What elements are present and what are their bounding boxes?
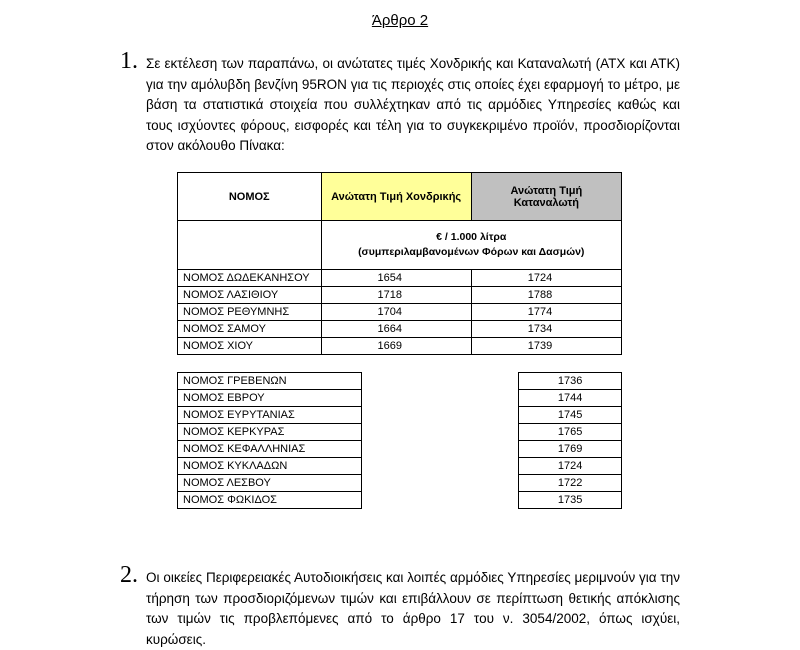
row-consumer-price: 1739 xyxy=(471,338,621,355)
row-nomos: ΝΟΜΟΣ ΕΒΡΟΥ xyxy=(178,390,362,407)
table-row xyxy=(178,321,622,338)
row-nomos: ΝΟΜΟΣ ΚΥΚΛΑΔΩΝ xyxy=(178,458,362,475)
paragraph-2-text: Οι οικείες Περιφερειακές Αυτοδιοικήσεις και λοιπές αρμόδιες Υπηρεσίες μεριμνούν για την τήρηση των προσδιοριζόμενων τιμών και επιβάλλουν σε περίπτωση θετικής απόκλισης των τιμών τις προβλεπόμενες από το άρθρο 17 του ν. 3054/2002, όπως ισχύει, κυρώσεις. xyxy=(146,570,680,647)
article-title: Άρθρο 2 xyxy=(371,12,429,29)
row-nomos: ΝΟΜΟΣ ΔΩΔΕΚΑΝΗΣΟΥ xyxy=(178,270,322,287)
paragraph-2 xyxy=(120,562,680,650)
row-empty-gap xyxy=(362,492,519,509)
table-row xyxy=(178,407,622,424)
row-empty-gap xyxy=(362,475,519,492)
table-row xyxy=(178,338,622,355)
unit-cell xyxy=(321,221,622,270)
price-table-consumer-only xyxy=(177,372,622,509)
row-empty-gap xyxy=(362,458,519,475)
table-row xyxy=(178,373,622,390)
unit-line-2: (συμπεριλαμβανομένων Φόρων και Δασμών) xyxy=(358,246,585,258)
table-row xyxy=(178,441,622,458)
unit-empty-cell xyxy=(178,221,322,270)
header-consumer: Ανώτατη Τιμή Καταναλωτή xyxy=(471,173,621,221)
price-table xyxy=(177,172,622,355)
row-consumer-price: 1735 xyxy=(519,492,622,509)
table-row xyxy=(178,458,622,475)
header-nomos: ΝΟΜΟΣ xyxy=(178,173,322,221)
row-consumer-price: 1724 xyxy=(519,458,622,475)
row-consumer-price: 1722 xyxy=(519,475,622,492)
header-wholesale: Ανώτατη Τιμή Χονδρικής xyxy=(321,173,471,221)
row-nomos: ΝΟΜΟΣ ΛΑΣΙΘΙΟΥ xyxy=(178,287,322,304)
row-nomos: ΝΟΜΟΣ ΧΙΟΥ xyxy=(178,338,322,355)
row-nomos: ΝΟΜΟΣ ΚΕΦΑΛΛΗΝΙΑΣ xyxy=(178,441,362,458)
row-wholesale-price: 1654 xyxy=(321,270,471,287)
row-empty-gap xyxy=(362,390,519,407)
row-consumer-price: 1734 xyxy=(471,321,621,338)
table-row xyxy=(178,304,622,321)
table-row xyxy=(178,475,622,492)
row-nomos: ΝΟΜΟΣ ΛΕΣΒΟΥ xyxy=(178,475,362,492)
row-consumer-price: 1736 xyxy=(519,373,622,390)
unit-line-1: € / 1.000 λίτρα xyxy=(436,231,507,243)
row-wholesale-price: 1704 xyxy=(321,304,471,321)
row-consumer-price: 1788 xyxy=(471,287,621,304)
table-row xyxy=(178,424,622,441)
row-wholesale-price: 1669 xyxy=(321,338,471,355)
paragraph-1 xyxy=(120,48,680,157)
row-wholesale-price: 1664 xyxy=(321,321,471,338)
paragraph-1-number: 1. xyxy=(120,48,138,74)
row-nomos: ΝΟΜΟΣ ΣΑΜΟΥ xyxy=(178,321,322,338)
row-nomos: ΝΟΜΟΣ ΕΥΡΥΤΑΝΙΑΣ xyxy=(178,407,362,424)
row-nomos: ΝΟΜΟΣ ΦΩΚΙΔΟΣ xyxy=(178,492,362,509)
paragraph-2-number: 2. xyxy=(120,562,138,588)
row-consumer-price: 1769 xyxy=(519,441,622,458)
table-row xyxy=(178,287,622,304)
row-consumer-price: 1744 xyxy=(519,390,622,407)
row-consumer-price: 1724 xyxy=(471,270,621,287)
row-nomos: ΝΟΜΟΣ ΡΕΘΥΜΝΗΣ xyxy=(178,304,322,321)
paragraph-1-text: Σε εκτέλεση των παραπάνω, οι ανώτατες τιμές Χονδρικής και Καταναλωτή (ΑΤΧ και ΑΤΚ) για την αμόλυβδη βενζίνη 95RON για τις περιοχές στις οποίες έχει εφαρμογή το μέτρο, με βάση τα στατιστικά στοιχεία που συλλέχτηκαν από τις αρμόδιες Υπηρεσίες καθώς και τους ισχύοντες φόρους, εισφορές και τέλη για το συγκεκριμένο προϊόν, προσδιορίζονται στον ακόλουθο Πίνακα: xyxy=(146,56,680,153)
row-empty-gap xyxy=(362,407,519,424)
table-row xyxy=(178,270,622,287)
row-nomos: ΝΟΜΟΣ ΓΡΕΒΕΝΩΝ xyxy=(178,373,362,390)
unit-row xyxy=(178,221,622,270)
row-consumer-price: 1774 xyxy=(471,304,621,321)
row-nomos: ΝΟΜΟΣ ΚΕΡΚΥΡΑΣ xyxy=(178,424,362,441)
row-wholesale-price: 1718 xyxy=(321,287,471,304)
price-table-header xyxy=(178,173,622,221)
row-consumer-price: 1765 xyxy=(519,424,622,441)
row-empty-gap xyxy=(362,441,519,458)
row-empty-gap xyxy=(362,424,519,441)
table-row xyxy=(178,390,622,407)
table-row xyxy=(178,492,622,509)
row-empty-gap xyxy=(362,373,519,390)
row-consumer-price: 1745 xyxy=(519,407,622,424)
